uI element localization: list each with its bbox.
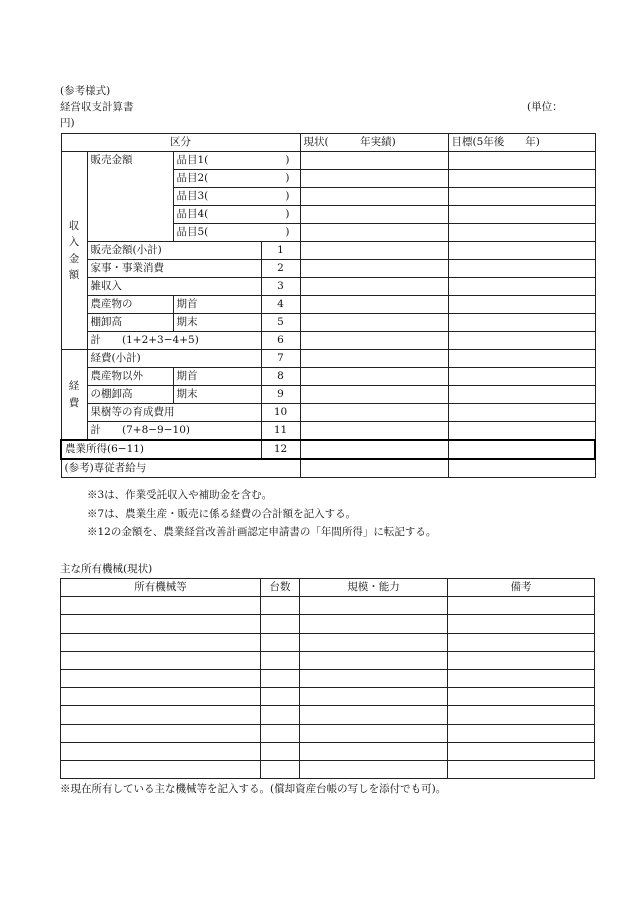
value-cell[interactable]: [300, 206, 448, 224]
header-remarks: 備考: [448, 579, 595, 597]
machinery-cell[interactable]: [61, 724, 261, 742]
machinery-cell[interactable]: [300, 706, 448, 724]
value-cell[interactable]: [300, 242, 448, 260]
machinery-cell[interactable]: [448, 760, 595, 778]
value-cell[interactable]: [448, 459, 595, 478]
machinery-cell[interactable]: [448, 597, 595, 615]
machinery-cell[interactable]: [261, 688, 300, 706]
machinery-cell[interactable]: [300, 597, 448, 615]
machinery-cell[interactable]: [300, 724, 448, 742]
item-cell-3: [173, 188, 300, 206]
machinery-cell[interactable]: [61, 706, 261, 724]
note-2: ※7は、農業生産・販売に係る経費の合計額を記入する。: [87, 508, 357, 520]
header-target: 目標(5年後 年): [448, 134, 595, 152]
value-cell[interactable]: [300, 459, 448, 478]
machinery-cell[interactable]: [61, 597, 261, 615]
item-cell-1: [173, 152, 300, 170]
employee-wages-label: (参考)専従者給与: [61, 459, 300, 478]
unit-label-open: (単位：: [527, 101, 563, 113]
income-group-text: 収 入 金 額: [68, 219, 80, 281]
table-row: [61, 296, 595, 314]
value-cell[interactable]: [448, 440, 595, 459]
row-number: 8: [261, 368, 300, 386]
table-row: [61, 314, 595, 332]
machinery-cell[interactable]: [300, 742, 448, 760]
expense-subtotal-label: 経費(小計): [87, 350, 261, 368]
machinery-cell[interactable]: [300, 760, 448, 778]
machinery-cell[interactable]: [261, 615, 300, 633]
machinery-footnote: ※現在所有している主な機械等を記入する。(償却資産台帳の写しを添付でも可)。: [60, 783, 447, 795]
table-row: [61, 368, 595, 386]
beginning-label: 期首: [173, 296, 261, 314]
note-1: ※3は、作業受託収入や補助金を含む。: [87, 489, 273, 501]
row-number: 11: [261, 422, 300, 441]
value-cell[interactable]: [448, 242, 595, 260]
income-total-label: 計 (1+2+3−4+5): [87, 332, 261, 350]
item-close: ): [285, 226, 290, 238]
value-cell[interactable]: [300, 332, 448, 350]
machinery-cell[interactable]: [300, 688, 448, 706]
value-cell[interactable]: [448, 296, 595, 314]
machinery-cell[interactable]: [448, 742, 595, 760]
row-number: 1: [261, 242, 300, 260]
table-row: [61, 260, 595, 278]
expense-group-label: [61, 350, 87, 441]
machinery-cell[interactable]: [448, 669, 595, 687]
table-row: [61, 724, 595, 742]
item-cell-5: [173, 224, 300, 242]
machinery-header-row: [61, 579, 595, 597]
machinery-cell[interactable]: [448, 706, 595, 724]
value-cell[interactable]: [300, 278, 448, 296]
machinery-cell[interactable]: [261, 760, 300, 778]
machinery-cell[interactable]: [261, 724, 300, 742]
item-close: ): [285, 208, 290, 220]
machinery-cell[interactable]: [300, 633, 448, 651]
item-label: 品目3(: [176, 190, 209, 203]
value-cell[interactable]: [448, 260, 595, 278]
table-row: [61, 278, 595, 296]
item-close: ): [285, 190, 290, 202]
machinery-cell[interactable]: [261, 597, 300, 615]
expense-group-text: 経 費: [68, 380, 80, 409]
machinery-cell[interactable]: [61, 688, 261, 706]
value-cell[interactable]: [448, 152, 595, 170]
row-number: 3: [261, 278, 300, 296]
value-cell[interactable]: [448, 278, 595, 296]
row-number: 12: [261, 440, 300, 459]
value-cell[interactable]: [300, 350, 448, 368]
machinery-cell[interactable]: [261, 651, 300, 669]
expense-total-label: 計 (7+8−9−10): [87, 422, 261, 441]
beginning-label: 期首: [173, 368, 261, 386]
inventory-label-1: 農産物の: [87, 296, 173, 314]
table-row: [61, 152, 595, 170]
value-cell[interactable]: [300, 440, 448, 459]
machinery-title: 主な所有機械(現状): [60, 563, 153, 575]
machinery-cell[interactable]: [61, 633, 261, 651]
header-current: 現状( 年実績): [300, 134, 448, 152]
value-cell[interactable]: [448, 224, 595, 242]
machinery-cell[interactable]: [261, 633, 300, 651]
sales-amount-label: 販売金額: [87, 152, 173, 242]
table-row: [61, 742, 595, 760]
table-row: [61, 350, 595, 368]
machinery-cell[interactable]: [448, 724, 595, 742]
table-row: [61, 706, 595, 724]
other-inventory-label-1: 農産物以外: [87, 368, 173, 386]
machinery-cell[interactable]: [261, 742, 300, 760]
household-label: 家事・事業消費: [87, 260, 261, 278]
income-expense-table: [60, 133, 596, 478]
note-3: ※12の金額を、農業経営改善計画認定申請書の「年間所得」に転記する。: [87, 526, 437, 538]
inventory-label-2: 棚卸高: [87, 314, 173, 332]
value-cell[interactable]: [448, 386, 595, 404]
value-cell[interactable]: [448, 188, 595, 206]
table-row: [61, 760, 595, 778]
machinery-cell[interactable]: [448, 651, 595, 669]
income-group-label: [61, 152, 87, 350]
table-row: [61, 651, 595, 669]
row-number: 7: [261, 350, 300, 368]
header-count: 台数: [261, 579, 300, 597]
value-cell[interactable]: [448, 422, 595, 441]
table-row: [61, 633, 595, 651]
value-cell[interactable]: [300, 422, 448, 441]
table-row: [61, 669, 595, 687]
ending-label: 期末: [173, 386, 261, 404]
row-number: 6: [261, 332, 300, 350]
table-row: [61, 242, 595, 260]
table-row: [61, 597, 595, 615]
item-label: 品目2(: [176, 172, 209, 185]
machinery-cell[interactable]: [61, 760, 261, 778]
orchard-cost-label: 果樹等の育成費用: [87, 404, 261, 422]
value-cell[interactable]: [448, 314, 595, 332]
value-cell[interactable]: [448, 332, 595, 350]
value-cell[interactable]: [300, 314, 448, 332]
farm-income-label: 農業所得(6−11): [61, 440, 261, 459]
machinery-cell[interactable]: [300, 615, 448, 633]
misc-income-label: 雑収入: [87, 278, 261, 296]
value-cell[interactable]: [300, 296, 448, 314]
form-label: (参考様式): [60, 85, 111, 97]
value-cell[interactable]: [300, 188, 448, 206]
item-label: 品目4(: [176, 208, 209, 221]
row-number: 2: [261, 260, 300, 278]
document-title: 経営収支計算書: [60, 101, 134, 113]
value-cell[interactable]: [300, 224, 448, 242]
header-category: 区分: [61, 134, 300, 152]
row-number: 5: [261, 314, 300, 332]
item-cell-2: [173, 170, 300, 188]
value-cell[interactable]: [448, 206, 595, 224]
machinery-cell[interactable]: [61, 669, 261, 687]
value-cell[interactable]: [448, 350, 595, 368]
table-row: [61, 332, 595, 350]
value-cell[interactable]: [448, 404, 595, 422]
machinery-table: [60, 578, 595, 779]
item-label: 品目5(: [176, 226, 209, 239]
machinery-cell[interactable]: [261, 706, 300, 724]
value-cell[interactable]: [448, 368, 595, 386]
item-cell-4: [173, 206, 300, 224]
machinery-cell[interactable]: [448, 615, 595, 633]
machinery-cell[interactable]: [300, 651, 448, 669]
header-machine-name: 所有機械等: [61, 579, 261, 597]
item-close: ): [285, 154, 290, 166]
machinery-cell[interactable]: [61, 742, 261, 760]
value-cell[interactable]: [300, 386, 448, 404]
item-close: ): [285, 172, 290, 184]
value-cell[interactable]: [300, 260, 448, 278]
row-number: 4: [261, 296, 300, 314]
sales-subtotal-label: 販売金額(小計): [87, 242, 261, 260]
table-header-row: [61, 134, 595, 152]
machinery-cell[interactable]: [261, 669, 300, 687]
machinery-cell[interactable]: [448, 688, 595, 706]
machinery-cell[interactable]: [448, 633, 595, 651]
ending-label: 期末: [173, 314, 261, 332]
machinery-cell[interactable]: [61, 615, 261, 633]
machinery-body: [61, 597, 595, 779]
machinery-cell[interactable]: [61, 651, 261, 669]
value-cell[interactable]: [300, 170, 448, 188]
unit-label-close: 円): [60, 117, 75, 129]
value-cell[interactable]: [448, 170, 595, 188]
table-row: [61, 615, 595, 633]
item-label: 品目1(: [176, 154, 209, 167]
row-number: 10: [261, 404, 300, 422]
header-spec: 規模・能力: [300, 579, 448, 597]
value-cell[interactable]: [300, 404, 448, 422]
table-row: [61, 688, 595, 706]
farm-income-row: [61, 440, 595, 459]
table-row: [61, 386, 595, 404]
machinery-cell[interactable]: [300, 669, 448, 687]
table-row: [61, 422, 595, 441]
employee-wages-row: [61, 459, 595, 478]
table-row: [61, 404, 595, 422]
other-inventory-label-2: の棚卸高: [87, 386, 173, 404]
value-cell[interactable]: [300, 368, 448, 386]
value-cell[interactable]: [300, 152, 448, 170]
row-number: 9: [261, 386, 300, 404]
